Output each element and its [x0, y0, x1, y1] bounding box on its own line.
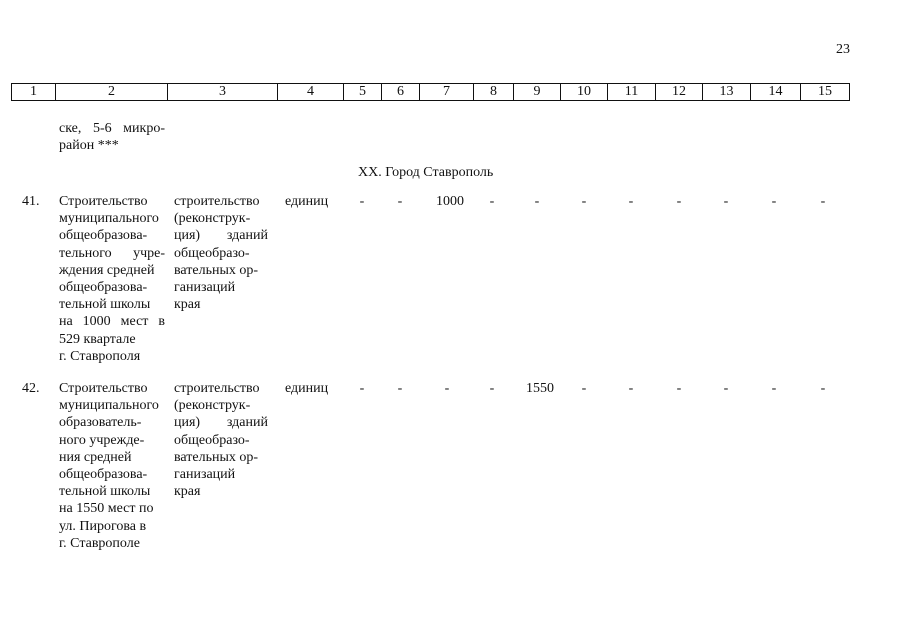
header-col-7: 7 [420, 84, 474, 101]
object-name-line: 529 квартале [59, 331, 136, 347]
continuation-line: район *** [59, 138, 119, 154]
header-col-2: 2 [56, 84, 168, 101]
work-type-line: (реконструк- [174, 211, 251, 227]
object-name [59, 193, 165, 365]
object-name-line: Строительство [59, 381, 148, 396]
value-col-9: 1550 [526, 381, 554, 396]
object-name-line: образователь- [59, 415, 142, 431]
value-col-8: - [489, 381, 495, 396]
object-name-line: ждения средней [59, 262, 155, 278]
value-col-9: - [534, 194, 540, 209]
value-col-5: - [359, 194, 365, 209]
work-type-line: ция) зданий [174, 228, 268, 244]
value-col-12: - [676, 381, 682, 396]
value-col-10: - [581, 194, 587, 209]
object-name-line: общеобразова- [59, 467, 148, 483]
value-col-7: - [444, 381, 450, 396]
header-col-13: 13 [703, 84, 751, 101]
object-name-line: муниципального [59, 398, 159, 414]
value-col-13: - [723, 381, 729, 396]
continuation-text [59, 120, 165, 154]
header-col-3: 3 [168, 84, 278, 101]
header-col-1: 1 [12, 84, 56, 101]
object-name-line: Строительство [59, 194, 148, 209]
object-name-line: ул. Пирогова в [59, 518, 147, 534]
value-col-15: - [820, 381, 826, 396]
object-name-line: ния средней [59, 449, 132, 465]
object-name-line: тельной школы [59, 297, 151, 313]
object-name-line: общеобразова- [59, 228, 148, 244]
value-col-8: - [489, 194, 495, 209]
object-name-line: г. Ставрополя [59, 348, 141, 364]
continuation-line: ске, 5-6 микро- [59, 121, 165, 136]
work-type-line: края [174, 484, 201, 500]
work-type-line: вательных ор- [174, 449, 259, 465]
value-col-14: - [771, 381, 777, 396]
work-type-line: строительство [174, 381, 260, 396]
header-col-14: 14 [751, 84, 801, 101]
value-col-13: - [723, 194, 729, 209]
work-type-line: вательных ор- [174, 262, 259, 278]
value-col-11: - [628, 381, 634, 396]
work-type-line: края [174, 297, 201, 313]
value-col-5: - [359, 381, 365, 396]
value-col-11: - [628, 194, 634, 209]
work-type [174, 380, 268, 500]
header-col-9: 9 [514, 84, 561, 101]
value-col-12: - [676, 194, 682, 209]
object-name-line: ного учрежде- [59, 432, 145, 448]
work-type-line: общеобразо- [174, 432, 250, 448]
header-col-8: 8 [474, 84, 514, 101]
object-name-line: г. Ставрополе [59, 535, 140, 551]
object-name-line: общеобразова- [59, 280, 148, 296]
header-col-4: 4 [278, 84, 344, 101]
value-col-6: - [397, 381, 403, 396]
work-type-line: ганизаций [174, 467, 236, 483]
object-name-line: на 1550 мест по [59, 501, 154, 517]
value-col-10: - [581, 381, 587, 396]
column-number-header [11, 83, 850, 101]
row-number: 42. [22, 381, 40, 396]
work-type-line: ганизаций [174, 280, 236, 296]
unit: единиц [285, 194, 329, 209]
page-number: 23 [836, 42, 850, 57]
work-type-line: строительство [174, 194, 260, 209]
work-type-line: (реконструк- [174, 398, 251, 414]
section-title: XX. Город Ставрополь [358, 165, 494, 180]
header-col-15: 15 [801, 84, 850, 101]
object-name-line: муниципального [59, 211, 159, 227]
value-col-15: - [820, 194, 826, 209]
work-type-line: общеобразо- [174, 245, 250, 261]
work-type [174, 193, 268, 313]
work-type-line: ция) зданий [174, 415, 268, 431]
header-col-11: 11 [608, 84, 656, 101]
object-name-line: тельного учре- [59, 245, 165, 261]
header-col-10: 10 [561, 84, 608, 101]
row-number: 41. [22, 194, 40, 209]
object-name-line: тельной школы [59, 484, 151, 500]
value-col-6: - [397, 194, 403, 209]
value-col-14: - [771, 194, 777, 209]
header-col-5: 5 [344, 84, 382, 101]
value-col-7: 1000 [436, 194, 464, 209]
header-col-6: 6 [382, 84, 420, 101]
object-name-line: на 1000 мест в [59, 314, 165, 330]
object-name [59, 380, 159, 552]
header-col-12: 12 [656, 84, 703, 101]
unit: единиц [285, 381, 329, 396]
